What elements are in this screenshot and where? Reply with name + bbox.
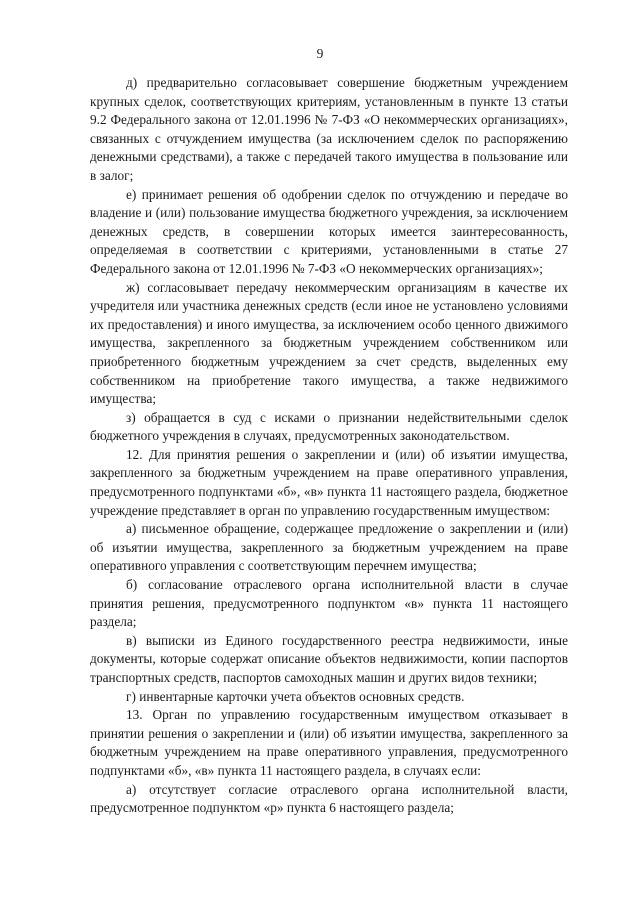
- paragraph-z: з) обращается в суд с исками о признании недействительными сделок бюджетного учреждения в случаях, предусмотренных законодательством.: [90, 409, 568, 444]
- paragraph-12: 12. Для принятия решения о закреплении и (или) об изъятии имущества, закрепленного за бюджетным учреждением на праве оперативного управления, предусмотренного подпунктами «б», «в» пункта 11 настоящего раздела, бюджетное учреждение представляет в орган по управлению государственным имуществом:: [90, 446, 568, 518]
- page-number: 9: [316, 46, 324, 61]
- paragraph-12-a: а) письменное обращение, содержащее предложение о закреплении и (или) об изъятии имущества, закрепленного за бюджетным учреждением на праве оперативного управления с соответствующим перечнем имущества;: [90, 521, 568, 574]
- paragraph-d: д) предварительно согласовывает совершение бюджетным учреждением крупных сделок, соответствующих критериям, установленным в пункте 13 статьи 9.2 Федерального закона от 12.01.1996 № 7-ФЗ «О некоммерческих организациях», связанных с отчуждением имущества (за исключением сделок по распоряжению денежными средствами), а также с передачей такого имущества в пользование или в залог;: [90, 75, 568, 183]
- paragraph-13: 13. Орган по управлению государственным имуществом отказывает в принятии решения о закреплении и (или) об изъятии имущества, закрепленного за бюджетным учреждением на праве оперативного управления, предусмотренного подпунктами «б», «в» пункта 11 настоящего раздела, в случаях если:: [90, 707, 568, 778]
- paragraph-12-v: в) выписки из Единого государственного реестра недвижимости, иные документы, которые содержат описание объектов недвижимости, копии паспортов транспортных средств, паспортов самоходных машин и других видов техники;: [90, 632, 568, 685]
- paragraph-e: е) принимает решения об одобрении сделок по отчуждению и передаче во владение и (или) пользование имущества бюджетного учреждения, за исключением денежных средств, в совершении которых имеется заинтересованность, определяемая в соответствии с критериями, установленными в статье 27 Федерального закона от 12.01.1996 № 7-ФЗ «О некоммерческих организациях»;: [90, 186, 568, 276]
- paragraph-12-g: г) инвентарные карточки учета объектов основных средств.: [126, 688, 465, 704]
- document-body: [90, 74, 568, 818]
- paragraph-13-a: а) отсутствует согласие отраслевого органа исполнительной власти, предусмотренное подпунктом «р» пункта 6 настоящего раздела;: [90, 781, 568, 816]
- paragraph-12-b: б) согласование отраслевого органа исполнительной власти в случае принятия решения, предусмотренного подпунктом «в» пункта 11 настоящего раздела;: [90, 577, 568, 630]
- paragraph-zh: ж) согласовывает передачу некоммерческим организациям в качестве их учредителя или участника денежных средств (если иное не установлено условиями их предоставления) и иного имущества, за исключением особо ценного движимого имущества, закрепленного за бюджетным учреждением собственником или приобретенного бюджетным учреждением за счет средств, выделенных ему собственником на приобретение такого имущества, а также недвижимого имущества;: [90, 279, 568, 407]
